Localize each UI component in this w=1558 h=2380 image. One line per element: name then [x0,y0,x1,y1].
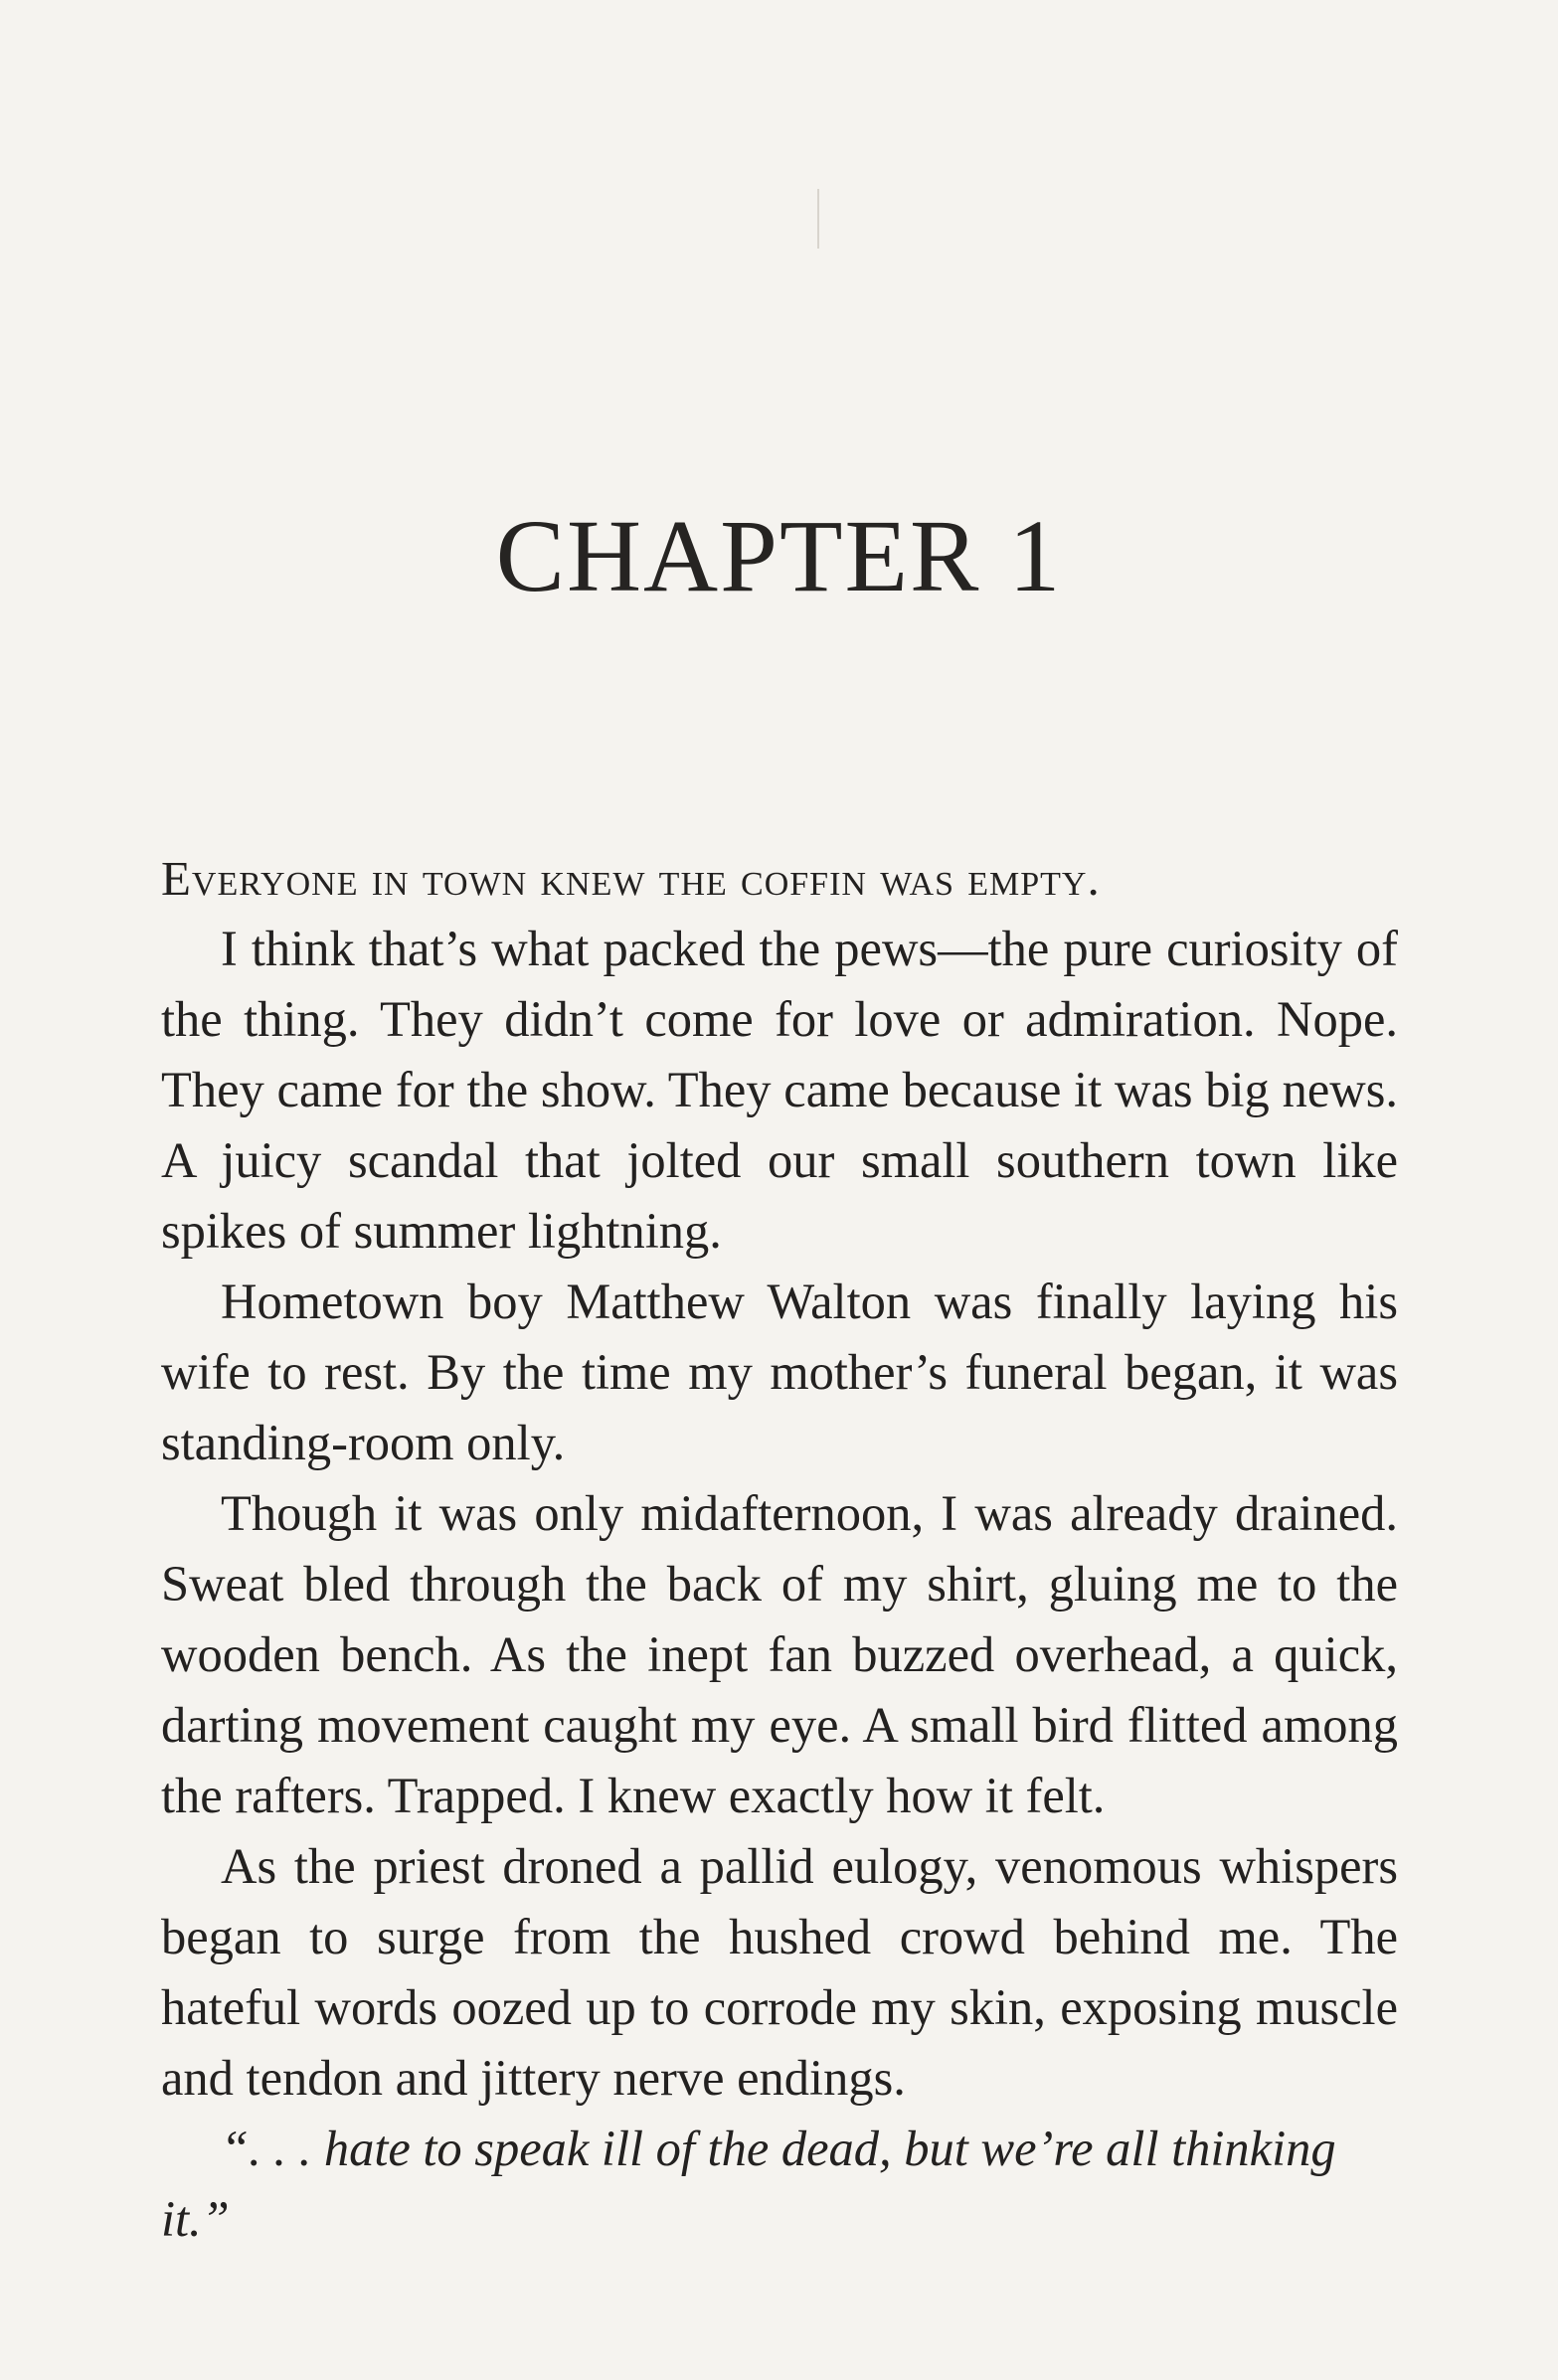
chapter-body [161,843,1398,2255]
paragraph: As the priest droned a pallid eulogy, venomous whispers began to surge from the hushed crowd behind me. The hateful words oozed up to corrode my skin, exposing muscle and tendon and jittery nerve endings. [161,1838,1398,2106]
opening-line: Everyone in town knew the coffin was empty. [161,851,1101,906]
paragraph: Hometown boy Matthew Walton was finally laying his wife to rest. By the time my mother’s funeral began, it was standing-room only. [161,1274,1398,1470]
italic-quote: “. . . hate to speak ill of the dead, but we’re all thinking it.” [161,2121,1336,2247]
paragraph: I think that’s what packed the pews—the pure curiosity of the thing. They didn’t come for love or admiration. Nope. They came for the show. They came because it was big news. A juicy scandal that jolted our small southern town like spikes of summer lightning. [161,921,1398,1259]
scan-mark [817,189,819,249]
paragraph: Though it was only midafternoon, I was already drained. Sweat bled through the back of my shirt, gluing me to the wooden bench. As the inept fan buzzed overhead, a quick, darting movement caught my eye. A small bird flitted among the rafters. Trapped. I knew exactly how it felt. [161,1485,1398,1823]
chapter-heading: CHAPTER 1 [495,498,1063,613]
